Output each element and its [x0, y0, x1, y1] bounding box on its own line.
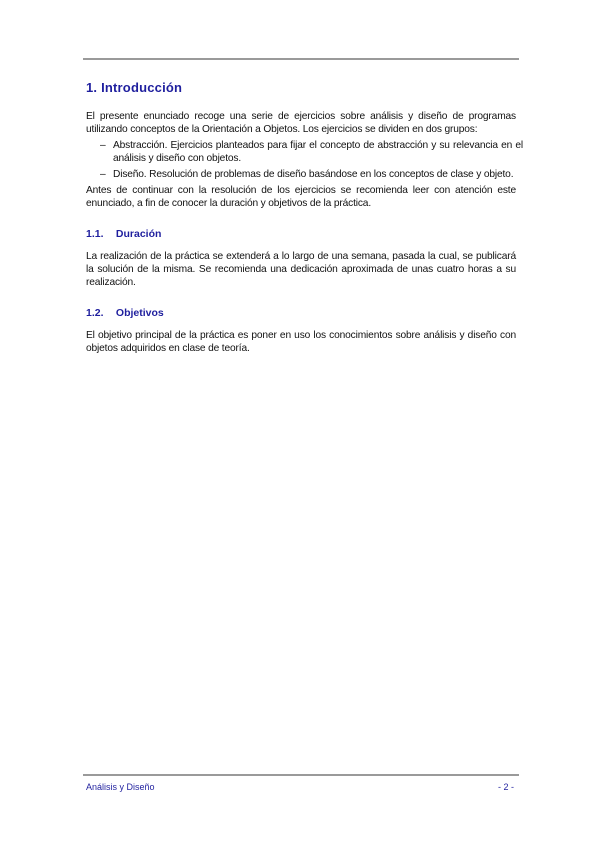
intro-paragraph: El presente enunciado recoge una serie de ejercicios sobre análisis y diseño de programas utilizando conceptos de la Orientación a Objetos. Los ejercicios se dividen en dos grupos:: [86, 111, 516, 135]
heading-number: 1.: [86, 80, 98, 95]
subheading-number: 1.1.: [86, 228, 104, 240]
page-content: [86, 80, 523, 355]
heading-title: Introducción: [101, 80, 183, 95]
heading-objetivos: [86, 307, 516, 319]
header-rule: [83, 58, 519, 60]
duration-paragraph: La realización de la práctica se extenderá a lo largo de una semana, pasada la cual, se publicará la solución de la misma. Se recomienda una dedicación aproximada de unas cuatro horas a su realización.: [86, 251, 516, 288]
list-item-text: Diseño. Resolución de problemas de diseño basándose en los conceptos de clase y objeto.: [113, 169, 514, 180]
dash-bullet: –: [100, 169, 106, 180]
heading-introduccion: [86, 80, 516, 95]
page-number: - 2 -: [497, 782, 514, 792]
footer-rule: [83, 774, 519, 776]
objectives-paragraph: El objetivo principal de la práctica es poner en uso los conocimientos sobre análisis y diseño con objetos adquiridos en clase de teoría.: [86, 330, 516, 354]
subheading-number: 1.2.: [86, 307, 104, 319]
list-item-text: Abstracción. Ejercicios planteados para fijar el concepto de abstracción y su relevancia en el análisis y diseño con objetos.: [113, 140, 523, 164]
dash-bullet: –: [100, 140, 106, 151]
footer-title: Análisis y Diseño: [86, 782, 155, 792]
list-item: [100, 139, 523, 165]
subheading-title: Duración: [115, 228, 162, 240]
recommendation-paragraph: Antes de continuar con la resolución de los ejercicios se recomienda leer con atención este enunciado, a fin de conocer la duración y objetivos de la práctica.: [86, 185, 516, 209]
list-item: [100, 168, 523, 181]
subheading-title: Objetivos: [115, 307, 164, 319]
groups-list: [86, 139, 523, 181]
heading-duracion: [86, 228, 516, 240]
